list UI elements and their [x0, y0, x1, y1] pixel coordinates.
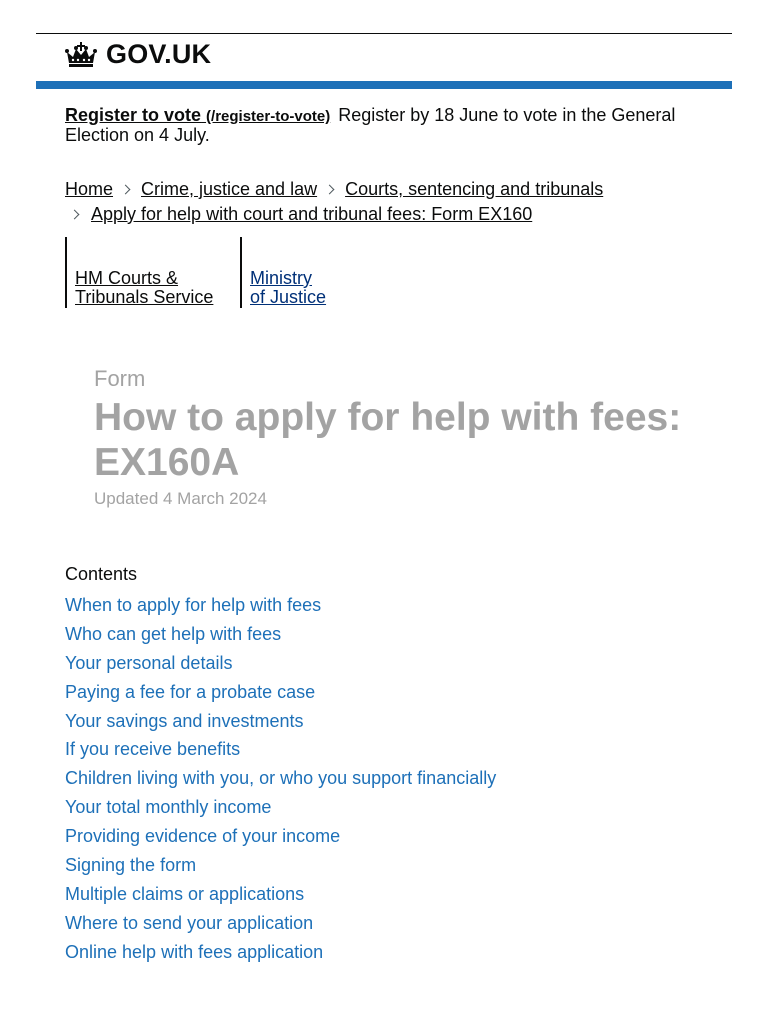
header-blue-bar — [36, 81, 732, 89]
moj-line2: of Justice — [250, 287, 327, 307]
contents-link[interactable]: Your personal details — [65, 652, 233, 673]
list-item — [65, 738, 665, 767]
contents-link[interactable]: Providing evidence of your income — [65, 826, 341, 847]
contents-link[interactable]: If you receive benefits — [65, 739, 241, 760]
contents-link[interactable]: Your total monthly income — [65, 797, 272, 818]
hmcts-line2: Tribunals Service — [75, 287, 214, 307]
org-hmcts — [65, 237, 240, 308]
list-item — [65, 825, 665, 854]
breadcrumb-courts-sentencing[interactable]: Courts, sentencing and tribunals — [345, 179, 604, 199]
updated-date: Updated 4 March 2024 — [94, 489, 267, 508]
list-item — [65, 912, 665, 941]
contents-link[interactable]: Signing the form — [65, 855, 197, 876]
hmcts-link[interactable] — [75, 269, 213, 307]
moj-link[interactable] — [250, 269, 326, 307]
register-to-vote-label: Register to vote — [65, 105, 202, 125]
list-item — [65, 883, 665, 912]
list-item — [65, 710, 665, 739]
list-item — [65, 623, 665, 652]
breadcrumb — [65, 177, 725, 227]
banner-message: Register by 18 June to vote in the General Election on 4 July. — [65, 105, 676, 145]
contents-link[interactable]: Online help with fees application — [65, 941, 324, 962]
crown-icon — [65, 40, 97, 70]
page-caption: Form — [94, 366, 146, 391]
list-item — [65, 941, 665, 970]
org-moj — [240, 237, 327, 308]
chevron-right-icon — [121, 185, 131, 195]
govuk-logo-link[interactable] — [65, 39, 211, 70]
election-banner — [65, 106, 715, 145]
hmcts-line1: HM Courts & — [75, 268, 179, 288]
contents-link[interactable]: Paying a fee for a probate case — [65, 681, 316, 702]
list-item — [65, 652, 665, 681]
list-item — [65, 854, 665, 883]
contents-link[interactable]: Who can get help with fees — [65, 623, 282, 644]
list-item — [65, 767, 665, 796]
contents-link[interactable]: When to apply for help with fees — [65, 595, 322, 615]
breadcrumb-apply-help-fees[interactable]: Apply for help with court and tribunal fees: Form EX160 — [91, 204, 533, 224]
contents-link[interactable]: Children living with you, or who you support financially — [65, 768, 497, 789]
register-to-vote-path: (/register-to-vote) — [206, 108, 331, 125]
contents-heading: Contents — [65, 564, 138, 584]
govuk-logotype: GOV.UK — [106, 39, 212, 69]
contents-link[interactable]: Your savings and investments — [65, 710, 304, 731]
organisation-logos — [65, 237, 327, 308]
list-item — [65, 594, 665, 623]
site-header — [36, 33, 732, 89]
breadcrumb-crime-justice-law[interactable]: Crime, justice and law — [141, 179, 318, 199]
register-to-vote-link[interactable] — [65, 105, 330, 125]
list-item — [65, 796, 665, 825]
moj-line1: Ministry — [250, 268, 312, 288]
chevron-right-icon — [70, 210, 80, 220]
page-title: How to apply for help with fees: EX160A — [94, 396, 682, 484]
page-heading — [94, 366, 694, 509]
chevron-right-icon — [325, 185, 335, 195]
contents-link[interactable]: Where to send your application — [65, 912, 314, 933]
contents-items — [65, 594, 665, 970]
contents-link[interactable]: Multiple claims or applications — [65, 883, 305, 904]
contents-list — [65, 563, 665, 970]
breadcrumb-home[interactable]: Home — [65, 179, 114, 199]
list-item — [65, 681, 665, 710]
